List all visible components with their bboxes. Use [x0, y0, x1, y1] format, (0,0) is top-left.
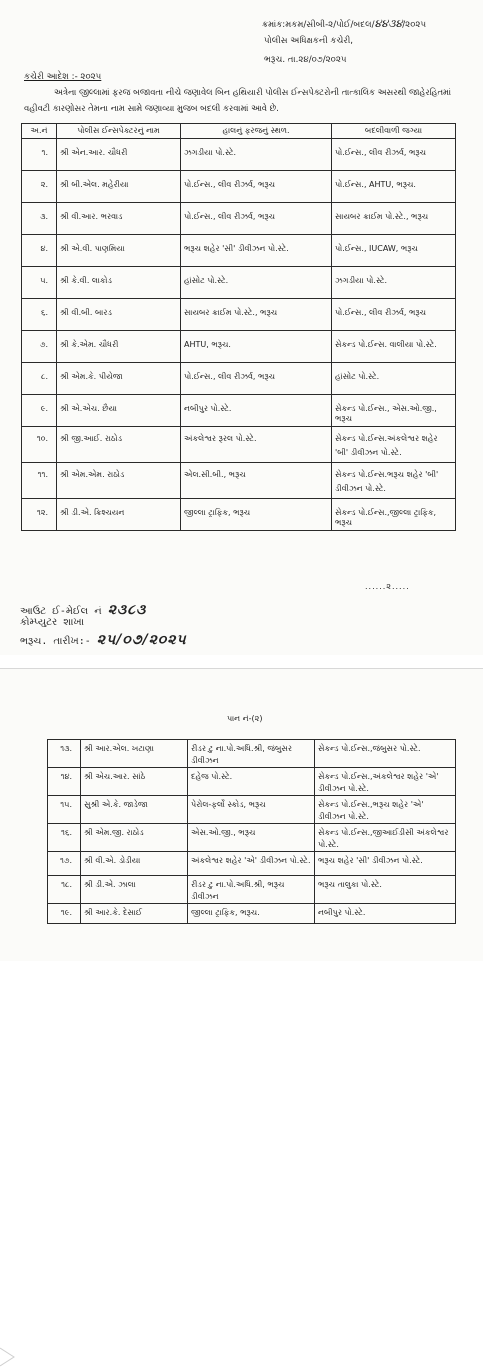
row-serial: ૩.: [22, 203, 57, 235]
row-current-posting: પો.ઈન્સ., લીવ રીઝર્વ, ભરૂચ: [181, 363, 332, 395]
row-current-posting: પો.ઈન્સ., લીવ રીઝર્વ, ભરૂચ: [181, 203, 332, 235]
row-transfer-posting: પો.ઈન્સ., IUCAW, ભરૂચ: [332, 235, 456, 267]
page-number: પાન નં-(૨): [227, 714, 263, 723]
row-transfer-posting: પો.ઈન્સ., લીવ રીઝર્વ, ભરૂચ: [332, 139, 456, 171]
table-row: [22, 499, 456, 531]
row-transfer-posting: સેકન્ડ પો.ઈન્સ., એસ.ઓ.જી., ભરૂચ: [332, 395, 456, 427]
row-serial: ૧૬.: [48, 824, 81, 852]
row-officer-name: શ્રી વી.બી. બારડ: [57, 299, 181, 331]
table-row: [22, 171, 456, 203]
row-officer-name: શ્રી એ.વી. પાણમિયા: [57, 235, 181, 267]
stamp-date-label: ભરૂચ. તારીખ:-: [20, 636, 91, 647]
table-row: [22, 267, 456, 299]
row-serial: ૧૩.: [48, 740, 81, 768]
table-row: [22, 427, 456, 463]
table-row: [22, 463, 456, 499]
row-serial: ૧૨.: [22, 499, 57, 531]
transfer-table-page-2: [47, 739, 456, 924]
row-serial: ૧૧.: [22, 463, 57, 499]
table-row: [22, 299, 456, 331]
row-transfer-posting: ભરૂચ શહેર 'સી' ડીવીઝન પો.સ્ટે.: [315, 852, 456, 876]
table-row: [22, 331, 456, 363]
table-row: [22, 395, 456, 427]
row-serial: ૧૫.: [48, 796, 81, 824]
row-transfer-posting: સેકન્ડ પો.ઈન્સ.,જંબુસર પો.સ્ટે.: [315, 740, 456, 768]
stamp-date-line: [20, 632, 187, 648]
row-current-posting: જીલ્લા ટ્રાફિક, ભરૂચ: [181, 499, 332, 531]
row-officer-name: શ્રી ડી.એ. ઝાલા: [81, 876, 188, 904]
row-transfer-posting: સેકન્ડ પો.ઈન્સ.અંકલેશ્વર શહેર 'બી' ડીવીઝન પો.સ્ટે.: [332, 427, 456, 463]
row-serial: ૧૪.: [48, 768, 81, 796]
reference-handwritten-number: ૪૪૩૪: [374, 17, 403, 30]
email-stamp-line: [20, 602, 146, 618]
row-officer-name: શ્રી આર.કે. દેસાઈ: [81, 904, 188, 924]
reference-number: [262, 18, 426, 31]
row-current-posting: AHTU, ભરૂચ.: [181, 331, 332, 363]
row-serial: ૧૭.: [48, 852, 81, 876]
row-current-posting: અંકલેશ્વર રૂરલ પો.સ્ટે.: [181, 427, 332, 463]
row-transfer-posting: હાંસોટ પો.સ્ટે.: [332, 363, 456, 395]
row-officer-name: શ્રી એમ.જી. રાઠોડ: [81, 824, 188, 852]
row-transfer-posting: ઝગડીયા પો.સ્ટે.: [332, 267, 456, 299]
row-transfer-posting: પો.ઈન્સ., AHTU, ભરૂચ.: [332, 171, 456, 203]
row-officer-name: શ્રી બી.એલ. મહેરીયા: [57, 171, 181, 203]
row-officer-name: શ્રી એમ.એમ. રાઠોડ: [57, 463, 181, 499]
row-officer-name: શ્રી કે.વી. લાકોડ: [57, 267, 181, 299]
row-serial: ૯.: [22, 395, 57, 427]
table-row: [22, 139, 456, 171]
row-serial: ૬.: [22, 299, 57, 331]
row-current-posting: નબીપુર પો.સ્ટે.: [181, 395, 332, 427]
row-current-posting: પેરોલ-ફર્લો સ્કોડ, ભરૂચ: [188, 796, 315, 824]
row-transfer-posting: સેકન્ડ પો.ઈન્સ.ભરૂચ શહેર 'બી' ડીવીઝન પો.સ્ટે.: [332, 463, 456, 499]
row-serial: ૨.: [22, 171, 57, 203]
email-stamp-number: ૨૩૮૩: [107, 602, 147, 618]
row-officer-name: શ્રી એ.એચ. છૈયા: [57, 395, 181, 427]
row-serial: ૧૮.: [48, 876, 81, 904]
row-current-posting: પો.ઈન્સ., લીવ રીઝર્વ, ભરૂચ: [181, 171, 332, 203]
row-current-posting: દહેજ પો.સ્ટે.: [188, 768, 315, 796]
row-current-posting: જીલ્લા ટ્રાફિક, ભરૂચ.: [188, 904, 315, 924]
continuation-marker: ......૨.....: [365, 582, 410, 591]
row-officer-name: શ્રી જી.આઈ. રાઠોડ: [57, 427, 181, 463]
row-serial: ૮.: [22, 363, 57, 395]
header-serial: અ.નં: [22, 124, 57, 139]
row-officer-name: શ્રી એમ.કે. પીયેજા: [57, 363, 181, 395]
page-gap: [0, 655, 483, 668]
row-officer-name: શ્રી વી.એ. ડોડીયા: [81, 852, 188, 876]
order-title: કચેરી આદેશ :- ૨૦૨૫: [24, 72, 102, 82]
row-current-posting: અંકલેશ્વર શહેર 'એ' ડીવીઝન પો.સ્ટે.: [188, 852, 315, 876]
computer-branch-stamp: કોમ્પ્યુટર શાખા: [20, 617, 85, 628]
row-current-posting: એલ.સી.બી., ભરૂચ: [181, 463, 332, 499]
row-officer-name: શ્રી ડી.એ. ક્રિશ્ચયન: [57, 499, 181, 531]
table-row: [22, 363, 456, 395]
row-officer-name: શ્રી એચ.આર. સાંઠે: [81, 768, 188, 796]
email-stamp-label: આઉટ ઈ-મેઈલ નં: [20, 606, 102, 617]
table-row: [48, 824, 456, 852]
table-row: [48, 852, 456, 876]
punch-hole-mark: [0, 1344, 20, 1370]
row-officer-name: શ્રી કે.એમ. ચૌધરી: [57, 331, 181, 363]
header-officer-name: પોલીસ ઈન્સપેક્ટરનું નામ: [57, 124, 181, 139]
stamp-date-value: ૨૫/૦૭/૨૦૨૫: [96, 632, 187, 648]
row-serial: ૧૯.: [48, 904, 81, 924]
row-serial: ૧૦.: [22, 427, 57, 463]
row-current-posting: ભરૂચ શહેર 'સી' ડીવીઝન પો.સ્ટે.: [181, 235, 332, 267]
row-transfer-posting: સેકન્ડ પો.ઈન્સ.,જીલ્લા ટ્રાફિક, ભરૂચ: [332, 499, 456, 531]
table-row: [22, 203, 456, 235]
table-row: [48, 796, 456, 824]
table-row: [48, 768, 456, 796]
reference-year: /૨૦૨૫: [402, 20, 427, 30]
row-serial: ૪.: [22, 235, 57, 267]
document-page-1: [0, 0, 483, 655]
row-current-posting: એસ.ઓ.જી., ભરૂચ: [188, 824, 315, 852]
row-officer-name: શ્રી આર.એલ. ખટાણા: [81, 740, 188, 768]
issue-date: ભરૂચ. તા.૨૪/૦૭/૨૦૨૫: [264, 55, 347, 65]
row-transfer-posting: નબીપુર પો.સ્ટે.: [315, 904, 456, 924]
row-transfer-posting: પો.ઈન્સ., લીવ રીઝર્વ, ભરૂચ: [332, 299, 456, 331]
row-transfer-posting: સેકન્ડ પો.ઈન્સ.,ભરૂચ શહેર 'એ' ડીવીઝન પો.સ્ટે.: [315, 796, 456, 824]
table-header-row: [22, 124, 456, 139]
row-transfer-posting: સેકન્ડ પો.ઈન્સ. વાલીયા પો.સ્ટે.: [332, 331, 456, 363]
row-current-posting: ઝગડીયા પો.સ્ટે.: [181, 139, 332, 171]
table-row: [48, 740, 456, 768]
row-serial: ૧.: [22, 139, 57, 171]
office-name: પોલીસ અધિક્ષકની કચેરી,: [264, 36, 354, 46]
transfer-table-page-1: [21, 123, 456, 531]
row-officer-name: સુશ્રી એ.કે. જાડેજા: [81, 796, 188, 824]
row-current-posting: રીડર ટુ ના.પો.અધિ.શ્રી, જંબુસર ડીવીઝન: [188, 740, 315, 768]
header-transfer-posting: બદલીવાળી જગ્યા: [332, 124, 456, 139]
row-serial: ૭.: [22, 331, 57, 363]
row-serial: ૫.: [22, 267, 57, 299]
row-officer-name: શ્રી વી.આર. ભરવાડ: [57, 203, 181, 235]
row-current-posting: હાંસોટ પો.સ્ટે.: [181, 267, 332, 299]
row-transfer-posting: ભરૂચ તાલુકા પો.સ્ટે.: [315, 876, 456, 904]
row-officer-name: શ્રી એન.આર. ચૌધરી: [57, 139, 181, 171]
table-row: [22, 235, 456, 267]
header-current-posting: હાલનું ફરજનું સ્થળ.: [181, 124, 332, 139]
row-transfer-posting: સાયબર ક્રાઈમ પો.સ્ટે., ભરૂચ: [332, 203, 456, 235]
row-transfer-posting: સેકન્ડ પો.ઈન્સ.,અંકલેશ્વર શહેર 'એ' ડીવીઝન પો.સ્ટે.: [315, 768, 456, 796]
row-current-posting: રીડર ટુ ના.પો.અધિ.શ્રી, ભરૂચ ડીવીઝન: [188, 876, 315, 904]
row-transfer-posting: સેકન્ડ પો.ઈન્સ.,જીઆઈડીસી અંકલેશ્વર પો.સ્ટે.: [315, 824, 456, 852]
reference-prefix: ક્રમાંક:મકમ/સીબી-૨/પોઈ/બદલ/: [262, 20, 375, 30]
table-row: [48, 876, 456, 904]
table-row: [48, 904, 456, 924]
row-current-posting: સાયબર ક્રાઈમ પો.સ્ટે., ભરૂચ: [181, 299, 332, 331]
order-body: અત્રેના જીલ્લામાં ફરજ બજાવતા નીચે જણાવેલ બિન હથિયારી પોલીસ ઈન્સપેક્ટરોની તાત્કાલિક અસરથી જાહેરહિતમાં વહીવટી કારણોસર તેમના નામ સામે જણાવ્યા મુજબ બદલી કરવામાં આવે છે.: [24, 87, 452, 113]
